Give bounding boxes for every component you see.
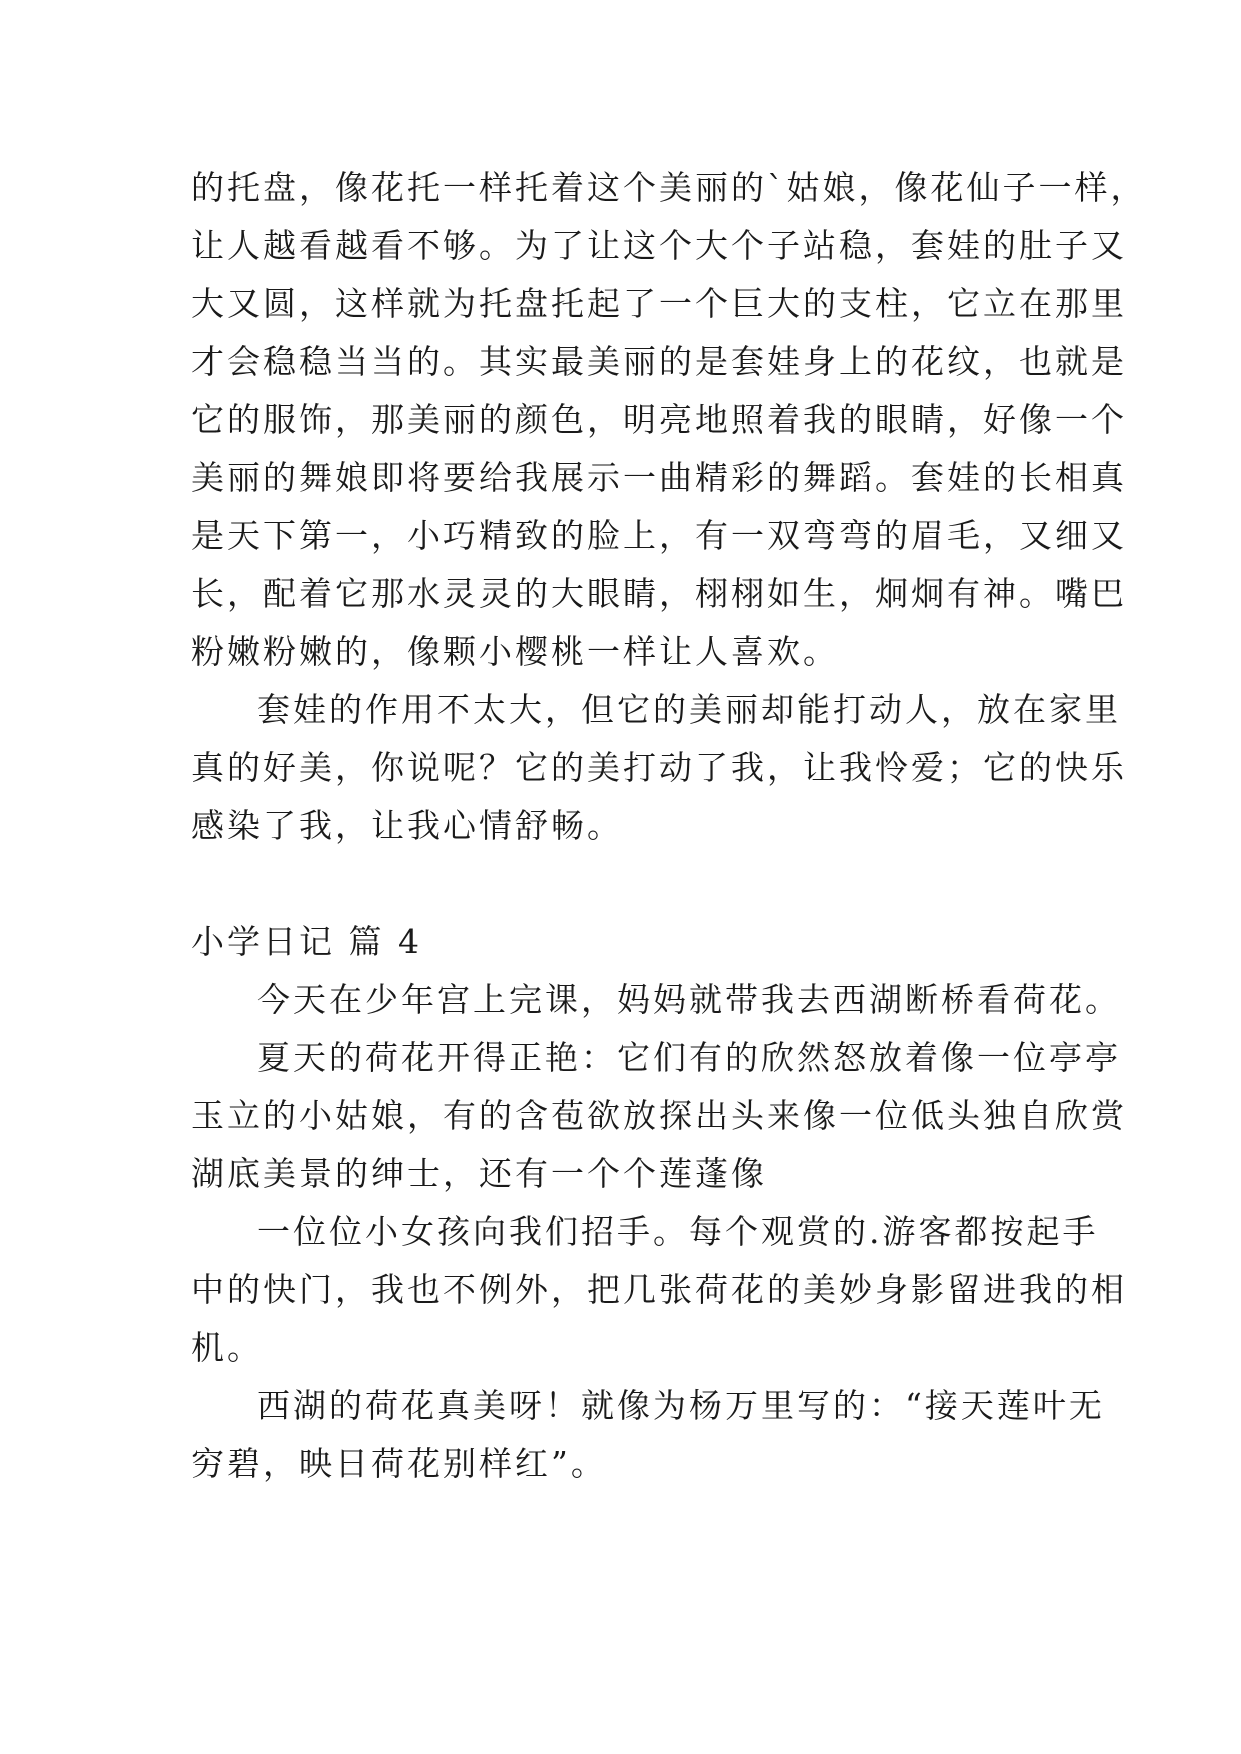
paragraph-first-line: 套娃的作用不太大，但它的美丽却能打动人，放在家里 <box>257 690 1121 729</box>
text-line: 让人越看越看不够。为了让这个大个子站稳，套娃的肚子又 <box>191 226 1127 265</box>
text-line: 的托盘，像花托一样托着这个美丽的`姑娘，像花仙子一样， <box>191 168 1147 207</box>
paragraph-first-line: 一位位小女孩向我们招手。每个观赏的.游客都按起手 <box>257 1212 1099 1251</box>
text-line: 美丽的舞娘即将要给我展示一曲精彩的舞蹈。套娃的长相真 <box>191 458 1127 497</box>
text-line: 机。 <box>191 1328 263 1367</box>
text-line: 玉立的小姑娘，有的含苞欲放探出头来像一位低头独自欣赏 <box>191 1096 1127 1135</box>
text-line: 感染了我，让我心情舒畅。 <box>191 806 623 845</box>
paragraph-first-line: 今天在少年宫上完课，妈妈就带我去西湖断桥看荷花。 <box>257 980 1121 1019</box>
paragraph-first-line: 夏天的荷花开得正艳：它们有的欣然怒放着像一位亭亭 <box>257 1038 1121 1077</box>
text-line: 真的好美，你说呢？它的美打动了我，让我怜爱；它的快乐 <box>191 748 1127 787</box>
paragraph-first-line: 西湖的荷花真美呀！就像为杨万里写的：“接天莲叶无 <box>257 1386 1105 1425</box>
text-line: 大又圆，这样就为托盘托起了一个巨大的支柱，它立在那里 <box>191 284 1127 323</box>
text-line: 长，配着它那水灵灵的大眼睛，栩栩如生，炯炯有神。嘴巴 <box>191 574 1127 613</box>
text-line: 才会稳稳当当的。其实最美丽的是套娃身上的花纹，也就是 <box>191 342 1127 381</box>
text-line: 粉嫩粉嫩的，像颗小樱桃一样让人喜欢。 <box>191 632 839 671</box>
text-line: 穷碧，映日荷花别样红”。 <box>191 1444 607 1483</box>
text-line: 是天下第一，小巧精致的脸上，有一双弯弯的眉毛，又细又 <box>191 516 1127 555</box>
text-line: 中的快门，我也不例外，把几张荷花的美妙身影留进我的相 <box>191 1270 1127 1309</box>
text-line: 它的服饰，那美丽的颜色，明亮地照着我的眼睛，好像一个 <box>191 400 1127 439</box>
section-heading: 小学日记 篇 4 <box>191 922 422 961</box>
text-line: 湖底美景的绅士，还有一个个莲蓬像 <box>191 1154 767 1193</box>
